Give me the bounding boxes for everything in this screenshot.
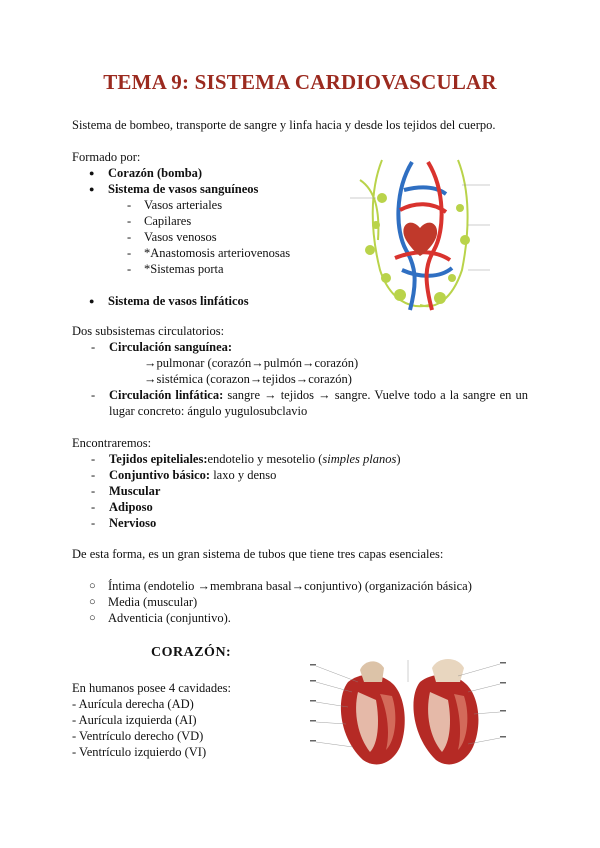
- list-item: - Vasos venosos: [72, 229, 372, 245]
- list-item: - Vasos arteriales: [72, 197, 372, 213]
- corazon-heading: CORAZÓN:: [151, 645, 232, 660]
- list-item: →pulmonar (corazón→pulmón→corazón): [144, 356, 359, 370]
- list-item: ● Sistema de vasos sanguíneos: [72, 181, 372, 197]
- subsistemas-section: [72, 323, 528, 419]
- corazon-section: [72, 680, 292, 760]
- list-item: - Circulación linfática: sangre → tejidos → sangre. Vuelve todo a la sangre en un lugar concreto: ángulo yugulosubclavio: [72, 387, 528, 419]
- list-item: - Nervioso: [72, 515, 528, 531]
- list-item: - Capilares: [72, 213, 372, 229]
- list-item: ● Corazón (bomba): [72, 165, 372, 181]
- circulatory-diagram: [340, 150, 500, 320]
- intro-text: Sistema de bombeo, transporte de sangre y linfa hacia y desde los tejidos del cuerpo.: [72, 118, 496, 132]
- formado-section: [72, 149, 372, 309]
- list-item: - Conjuntivo básico: laxo y denso: [72, 467, 528, 483]
- capas-section: [72, 546, 542, 626]
- list-item: ● Sistema de vasos linfáticos: [72, 293, 372, 309]
- encontraremos-heading: Encontraremos:: [72, 436, 152, 450]
- encontraremos-section: [72, 435, 528, 531]
- list-item: ○ Íntima (endotelio →membrana basal→conjuntivo) (organización básica): [72, 578, 542, 594]
- list-item: - Aurícula izquierda (AI): [72, 713, 197, 727]
- list-item: - Adiposo: [72, 499, 528, 515]
- list-item: - Ventrículo izquierdo (VI): [72, 745, 207, 759]
- list-item: - Circulación sanguínea:: [72, 339, 528, 355]
- heart-anatomy-illustration: [308, 652, 508, 770]
- subsistemas-heading: Dos subsistemas circulatorios:: [72, 324, 225, 338]
- list-item: - *Sistemas porta: [72, 261, 372, 277]
- list-item: →sistémica (corazon→tejidos→corazón): [144, 372, 352, 386]
- list-item: - Ventrículo derecho (VD): [72, 729, 204, 743]
- list-item: - Aurícula derecha (AD): [72, 697, 194, 711]
- capas-intro: De esta forma, es un gran sistema de tubos que tiene tres capas esenciales:: [72, 547, 444, 561]
- list-item: ○ Media (muscular): [72, 594, 542, 610]
- formado-heading: Formado por:: [72, 150, 141, 164]
- corazon-intro: En humanos posee 4 cavidades:: [72, 681, 231, 695]
- list-item: ○ Adventicia (conjuntivo).: [72, 610, 542, 626]
- list-item: - Muscular: [72, 483, 528, 499]
- list-item: - Tejidos epiteliales:endotelio y mesotelio (simples planos): [72, 451, 528, 467]
- list-item: - *Anastomosis arteriovenosas: [72, 245, 372, 261]
- page-title: TEMA 9: SISTEMA CARDIOVASCULAR: [103, 70, 497, 94]
